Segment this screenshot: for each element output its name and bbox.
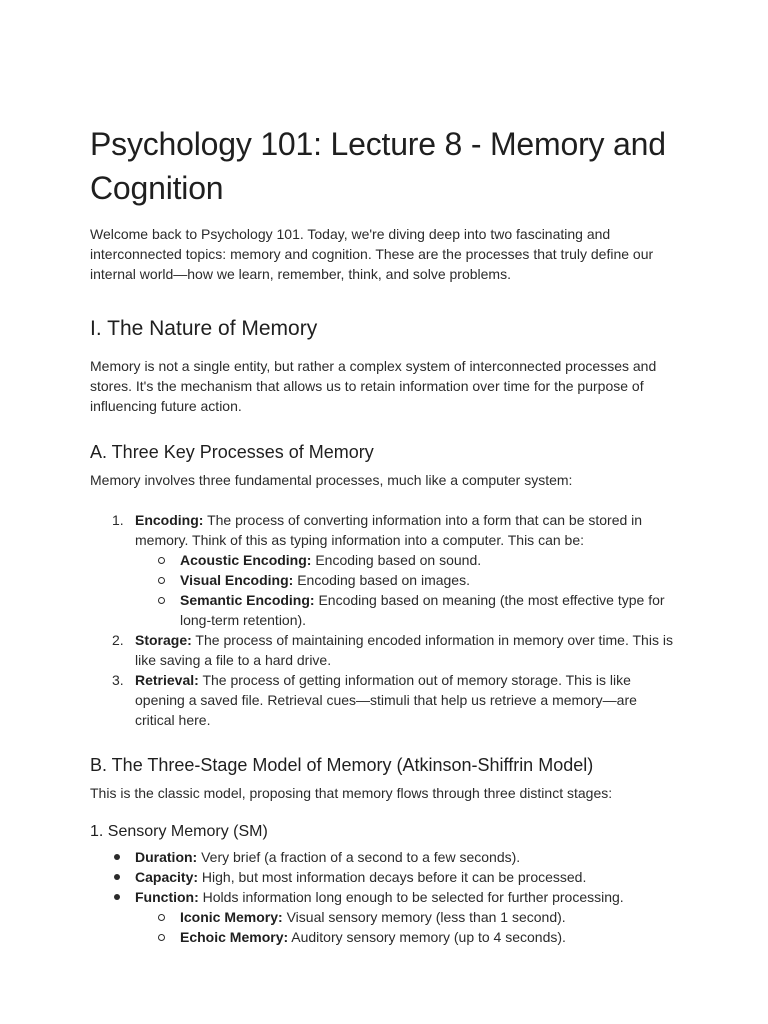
encoding-types-list [135, 550, 678, 630]
bullet-icon [114, 854, 120, 860]
section-heading-nature-of-memory: I. The Nature of Memory [90, 317, 318, 340]
list-term: Function: [135, 889, 199, 905]
list-item [135, 570, 678, 590]
list-term: Echoic Memory: [180, 929, 289, 945]
list-item [135, 590, 678, 630]
page-title: Psychology 101: Lecture 8 - Memory and Cognition [90, 126, 666, 206]
three-stage-model-paragraph: This is the classic model, proposing that memory flows through three distinct stages: [90, 785, 613, 801]
list-term: Encoding: [135, 512, 204, 528]
hollow-bullet-icon [158, 934, 165, 941]
hollow-bullet-icon [158, 914, 165, 921]
list-text: Very brief (a fraction of a second to a few seconds). [197, 849, 521, 865]
sub-heading-sensory-memory: 1. Sensory Memory (SM) [90, 823, 268, 840]
list-text: The process of getting information out of memory storage. This is like opening a saved file. Retrieval cues—stimuli that help us retrieve a memory—are critical here. [135, 672, 637, 728]
list-text: High, but most information decays before it can be processed. [198, 869, 587, 885]
list-number: 1. [112, 512, 124, 528]
list-text: Encoding based on images. [293, 572, 470, 588]
list-term: Storage: [135, 632, 192, 648]
list-term: Capacity: [135, 869, 199, 885]
list-item [90, 867, 678, 887]
list-text: Visual sensory memory (less than 1 second). [282, 909, 566, 925]
list-text: Auditory sensory memory (up to 4 seconds). [288, 929, 566, 945]
bullet-icon [114, 874, 120, 880]
list-text: Encoding based on meaning (the most effective type for long-term retention). [180, 592, 665, 628]
list-item [135, 927, 678, 947]
list-term: Visual Encoding: [180, 572, 294, 588]
list-term: Acoustic Encoding: [180, 552, 312, 568]
list-text: The process of maintaining encoded information in memory over time. This is like saving a file to a hard drive. [135, 632, 673, 668]
list-term: Semantic Encoding: [180, 592, 315, 608]
list-text: Holds information long enough to be selected for further processing. [198, 889, 624, 905]
hollow-bullet-icon [158, 597, 165, 604]
bullet-icon [114, 894, 120, 900]
subsection-heading-three-stage-model: B. The Three-Stage Model of Memory (Atkinson-Shiffrin Model) [90, 755, 594, 775]
hollow-bullet-icon [158, 577, 165, 584]
intro-paragraph: Welcome back to Psychology 101. Today, we're diving deep into two fascinating and interconnected topics: memory and cognition. These are the processes that truly define our internal world—how we learn, remember, think, and solve problems. [90, 226, 654, 282]
list-text: Encoding based on sound. [311, 552, 482, 568]
list-term: Retrieval: [135, 672, 199, 688]
list-item [90, 670, 678, 730]
sensory-types-list [135, 907, 678, 947]
list-item [90, 887, 678, 947]
list-item [135, 550, 678, 570]
list-term: Iconic Memory: [180, 909, 283, 925]
list-term: Duration: [135, 849, 198, 865]
key-processes-paragraph: Memory involves three fundamental processes, much like a computer system: [90, 472, 573, 488]
processes-list [90, 510, 678, 730]
list-text: The process of converting information into a form that can be stored in memory. Think of this as typing information into a computer. This can be: [135, 512, 643, 548]
nature-of-memory-paragraph: Memory is not a single entity, but rather a complex system of interconnected processes and stores. It's the mechanism that allows us to retain information over time for the purpose of influencing future action. [90, 358, 657, 414]
hollow-bullet-icon [158, 557, 165, 564]
list-item [135, 907, 678, 927]
list-number: 2. [112, 632, 124, 648]
subsection-heading-key-processes: A. Three Key Processes of Memory [90, 442, 374, 462]
list-item [90, 630, 678, 670]
list-item [90, 847, 678, 867]
sensory-memory-list [90, 847, 678, 947]
list-item [90, 510, 678, 630]
list-number: 3. [112, 672, 124, 688]
